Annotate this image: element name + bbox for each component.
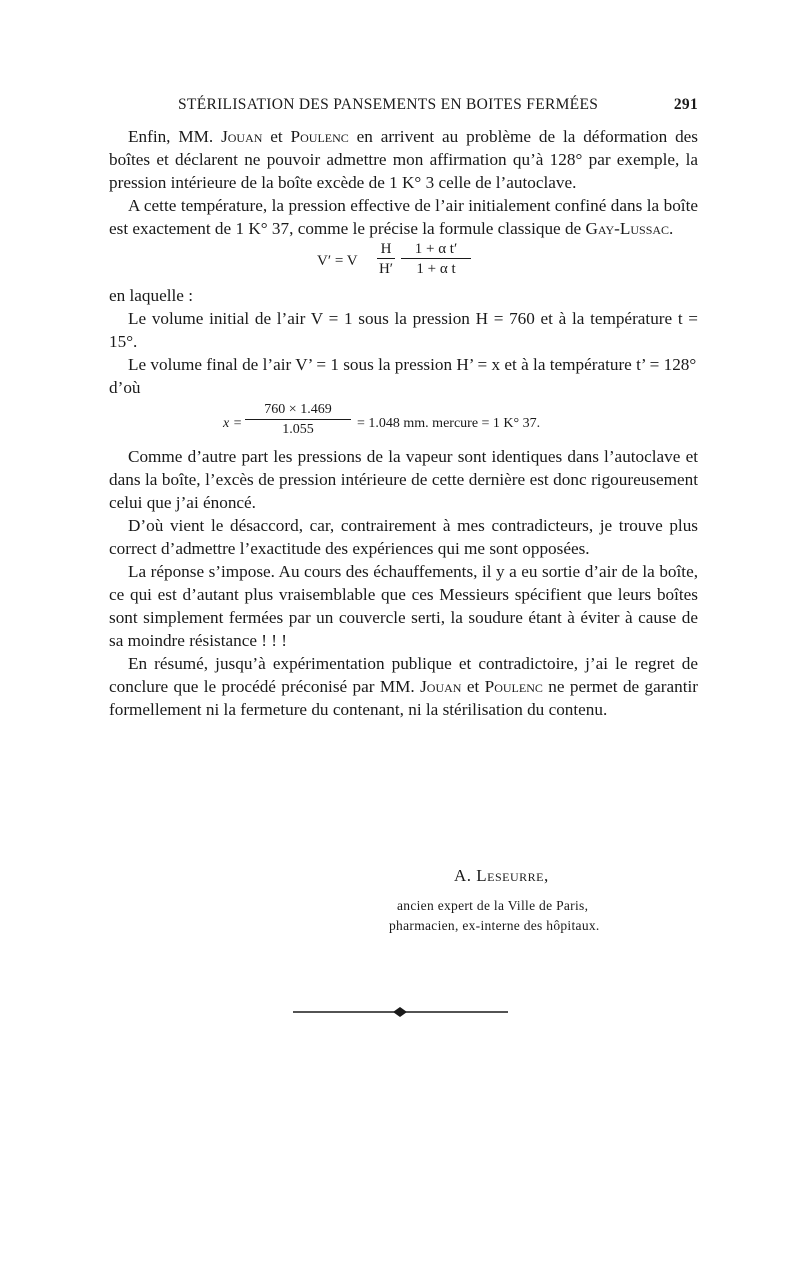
signature-name — [454, 866, 549, 886]
formula1-frac2-num: 1 + α t′ — [401, 240, 471, 259]
paragraph-8: D’où vient le désaccord, car, contrairement à mes contradicteurs, je trouve plus correct d’admettre l’exactitude des expériences qui me sont opposées. — [109, 516, 698, 558]
formula1-lhs: V′ = V — [317, 253, 358, 269]
paragraph-4: Le volume initial de l’air V = 1 sous la pression H = 760 et à la température t = 15°. — [109, 309, 698, 351]
formula1-frac1-den: H′ — [378, 261, 394, 277]
paragraph-1 — [109, 125, 698, 194]
author-jouan-2: Jouan — [420, 677, 462, 696]
p2-text-a: A cette température, la pression effective de l’air initialement confiné dans la boîte est exactement de 1 K° 37, comme le précise la formule classique de — [109, 196, 698, 238]
p10-text-b: et — [461, 677, 485, 696]
gay-lussac-formula — [109, 240, 698, 284]
p1-text-c: en arrivent au problème de la déformation des boîtes et déclarent ne pouvoir admettre mon affirmation qu’à 128° par exemple, la pression intérieure de la boîte excède de 1 K° 3 celle de l’autoclave. — [109, 127, 698, 192]
formula2-fraction — [245, 401, 351, 440]
formula1-fraction-temp — [401, 240, 471, 279]
signature-title-line-1: ancien expert de la Ville de Paris, — [397, 898, 589, 913]
formula2-rhs: = 1.048 mm. mercure = 1 K° 37. — [357, 416, 541, 431]
pressure-formula — [109, 399, 698, 445]
paragraph-3: en laquelle : — [109, 286, 193, 305]
formula2-lhs: x = — [223, 416, 243, 431]
p1-text-b: et — [262, 127, 291, 146]
p2-text-b: . — [669, 219, 674, 238]
paragraph-7: Comme d’autre part les pressions de la vapeur sont identiques dans l’autoclave et dans la boîte, l’excès de pression intérieure de cette dernière est donc rigoureusement celui que j’ai énoncé. — [109, 447, 698, 512]
signature-initial: A. — [454, 866, 477, 885]
author-jouan: Jouan — [221, 127, 263, 146]
end-ornament-icon — [293, 1006, 508, 1018]
signature-title-line-2: pharmacien, ex-interne des hôpitaux. — [389, 918, 600, 933]
page-number: 291 — [673, 96, 698, 113]
body-text — [109, 125, 698, 721]
author-poulenc: Poulenc — [290, 127, 349, 146]
paragraph-6: d’où — [109, 378, 141, 397]
paragraph-5: Le volume final de l’air V’ = 1 sous la pression H’ = x et à la température t’ = 128° — [128, 355, 697, 374]
author-poulenc-2: Poulenc — [484, 677, 543, 696]
paragraph-2 — [109, 194, 698, 240]
author-gay-lussac: Gay-Lussac — [585, 219, 670, 238]
signature-surname: Leseurre — [476, 866, 545, 885]
formula1-fraction-h — [377, 240, 395, 279]
p10-text-c: ne permet de garantir formellement ni la fermeture du contenant, ni la stérilisation du contenu. — [109, 677, 699, 719]
formula1-frac1-num: H — [377, 240, 395, 259]
formula2-num: 760 × 1.469 — [245, 401, 351, 420]
formula1-frac2-den: 1 + α t — [416, 261, 456, 277]
p10-text-a: En résumé, jusqu’à expérimentation publique et contradictoire, j’ai le regret de conclure que le procédé préconisé par MM. — [109, 654, 698, 696]
signature-comma: , — [544, 866, 549, 885]
paragraph-10 — [109, 652, 698, 721]
paragraph-9: La réponse s’impose. Au cours des échauffements, il y a eu sortie d’air de la boîte, ce qui est d’autant plus vraisemblable que ces Messieurs spécifient que leurs boîtes sont simplement fermées par un couvercle serti, la soudure étant à éviter à cause de sa moindre résistance ! ! ! — [109, 562, 698, 650]
p1-text-a: Enfin, MM. — [128, 127, 222, 146]
formula2-den: 1.055 — [282, 422, 314, 437]
running-title: STÉRILISATION DES PANSEMENTS EN BOITES FERMÉES — [178, 96, 599, 113]
